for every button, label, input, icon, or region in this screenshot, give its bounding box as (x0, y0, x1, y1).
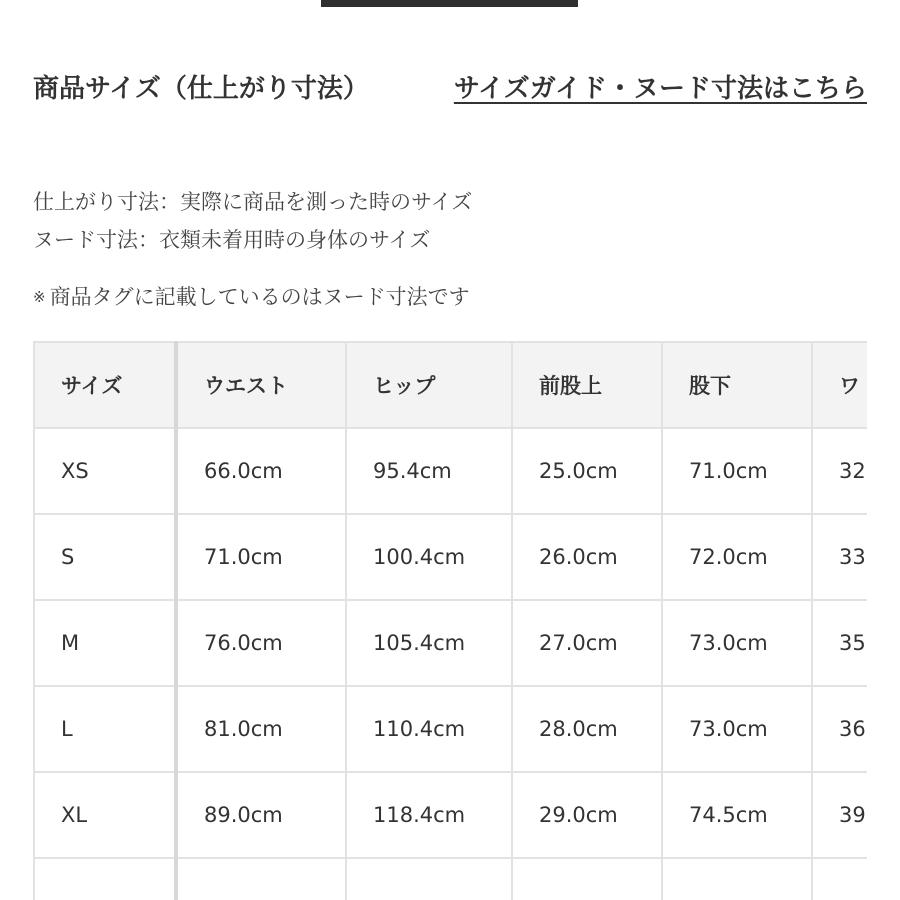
hip-cell: 105.4cm (346, 600, 512, 686)
table-row (34, 686, 867, 772)
note-text: 商品タグに記載しているのはヌード寸法です (49, 285, 470, 309)
header-front-rise: 前股上 (512, 342, 662, 428)
nude-size-description: ヌード寸法：衣類未着用時の身体のサイズ (33, 228, 431, 252)
cutoff-cell: 39 (812, 772, 867, 858)
front-rise-cell: 29.0cm (512, 772, 662, 858)
size-cell (34, 858, 176, 900)
front-rise-cell: 27.0cm (512, 600, 662, 686)
cutoff-cell: 33 (812, 514, 867, 600)
hip-cell (346, 858, 512, 900)
hip-cell: 100.4cm (346, 514, 512, 600)
active-tab-indicator (321, 0, 578, 7)
size-cell: S (34, 514, 176, 600)
table-row (34, 600, 867, 686)
header-inseam: 股下 (662, 342, 812, 428)
waist-cell: 81.0cm (176, 686, 346, 772)
cutoff-cell (812, 858, 867, 900)
size-cell: L (34, 686, 176, 772)
inseam-cell (662, 858, 812, 900)
header-waist: ウエスト (176, 342, 346, 428)
hip-cell: 95.4cm (346, 428, 512, 514)
table-row (34, 772, 867, 858)
front-rise-cell (512, 858, 662, 900)
size-cell: XS (34, 428, 176, 514)
front-rise-cell: 25.0cm (512, 428, 662, 514)
waist-cell: 89.0cm (176, 772, 346, 858)
hip-cell: 110.4cm (346, 686, 512, 772)
inseam-cell: 74.5cm (662, 772, 812, 858)
size-table-container[interactable] (33, 341, 867, 900)
table-row (34, 428, 867, 514)
inseam-cell: 73.0cm (662, 600, 812, 686)
cutoff-cell: 35 (812, 600, 867, 686)
finished-size-description: 仕上がり寸法：実際に商品を測った時のサイズ (33, 190, 473, 214)
note-mark: ※ (33, 288, 46, 306)
header-hip: ヒップ (346, 342, 512, 428)
size-cell: M (34, 600, 176, 686)
table-header-row (34, 342, 867, 428)
header-size: サイズ (34, 342, 176, 428)
size-cell: XL (34, 772, 176, 858)
header-cutoff: ワ (812, 342, 867, 428)
tag-note (33, 278, 470, 316)
size-guide-link[interactable]: サイズガイド・ヌード寸法はこちら (453, 74, 867, 104)
section-header (33, 62, 867, 162)
front-rise-cell: 28.0cm (512, 686, 662, 772)
waist-cell (176, 858, 346, 900)
inseam-cell: 72.0cm (662, 514, 812, 600)
front-rise-cell: 26.0cm (512, 514, 662, 600)
hip-cell: 118.4cm (346, 772, 512, 858)
waist-cell: 76.0cm (176, 600, 346, 686)
inseam-cell: 73.0cm (662, 686, 812, 772)
size-table (33, 341, 867, 900)
measurement-descriptions (33, 183, 472, 259)
cutoff-cell: 36 (812, 686, 867, 772)
table-row (34, 858, 867, 900)
section-title: 商品サイズ（仕上がり寸法） (33, 74, 369, 104)
inseam-cell: 71.0cm (662, 428, 812, 514)
waist-cell: 71.0cm (176, 514, 346, 600)
cutoff-cell: 32 (812, 428, 867, 514)
waist-cell: 66.0cm (176, 428, 346, 514)
table-row (34, 514, 867, 600)
